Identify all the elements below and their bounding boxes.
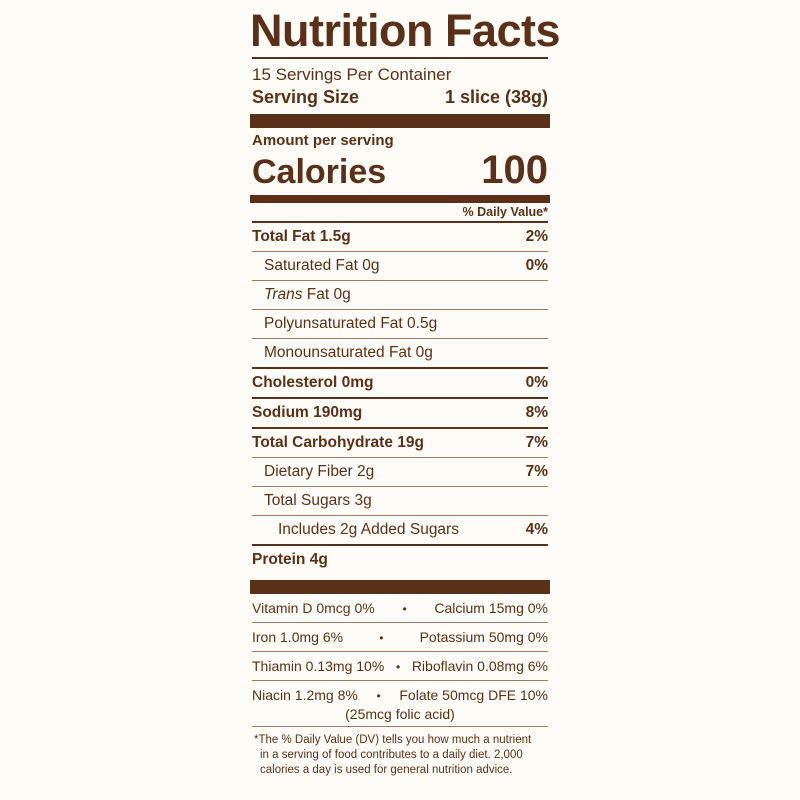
footnote-line-2: in a serving of food contributes to a daily diet. 2,000	[260, 749, 523, 762]
footnote-line-1: *The % Daily Value (DV) tells you how much a nutrient	[254, 734, 532, 746]
micronutrient-right: Calcium 15mg 0%	[434, 600, 548, 616]
daily-value-header: % Daily Value*	[462, 205, 548, 219]
micronutrient-right: Riboflavin 0.08mg 6%	[411, 658, 548, 674]
servings-per-container: 15 Servings Per Container	[252, 65, 452, 84]
nutrient-name: Trans Fat 0g	[264, 286, 351, 303]
micronutrient-row	[240, 594, 560, 622]
serving-size-row	[252, 87, 548, 108]
bullet-icon: •	[395, 660, 401, 674]
nutrient-name: Total Fat 1.5g	[252, 228, 351, 245]
nutrient-daily-value: 0%	[525, 374, 548, 391]
nutrient-name: Includes 2g Added Sugars	[278, 521, 459, 538]
micronutrient-right: Folate 50mcg DFE 10%	[399, 687, 548, 703]
nutrient-row	[240, 429, 560, 457]
nutrient-daily-value: 7%	[525, 463, 548, 480]
micronutrient-row	[240, 652, 560, 680]
divider-mid	[250, 195, 550, 203]
bullet-icon: •	[402, 602, 407, 616]
nutrient-row	[240, 487, 560, 515]
nutrient-row	[240, 310, 560, 338]
micronutrient-row	[240, 623, 560, 651]
footnote	[240, 727, 560, 787]
calories-value: 100	[481, 148, 548, 192]
nutrient-row	[240, 339, 560, 367]
divider-under-title	[252, 57, 548, 59]
serving-size-label: Serving Size	[252, 87, 360, 107]
nutrient-name: Sodium 190mg	[252, 404, 363, 421]
micronutrient-left: Vitamin D 0mcg 0%	[252, 600, 375, 616]
nutrient-row	[240, 252, 560, 280]
micronutrient-left: Thiamin 0.13mg 10%	[252, 658, 385, 674]
nutrient-name: Total Sugars 3g	[264, 492, 372, 509]
nutrient-name: Saturated Fat 0g	[264, 257, 380, 274]
page-title: Nutrition Facts	[250, 5, 561, 56]
nutrient-daily-value: 8%	[525, 404, 548, 421]
divider-thick-bottom	[250, 580, 550, 594]
nutrient-row	[240, 223, 560, 251]
nutrient-row	[240, 281, 560, 309]
bullet-icon: •	[376, 689, 381, 703]
nutrient-daily-value: 0%	[525, 257, 548, 274]
nutrient-list	[240, 223, 560, 574]
nutrient-daily-value: 7%	[525, 434, 548, 451]
micronutrient-left: Niacin 1.2mg 8%	[252, 687, 358, 703]
bullet-icon: •	[379, 631, 384, 645]
nutrient-daily-value: 2%	[525, 228, 548, 245]
nutrition-facts-panel	[240, 0, 560, 787]
micronutrient-left: Iron 1.0mg 6%	[252, 629, 344, 645]
nutrient-row	[240, 399, 560, 427]
micronutrient-row	[240, 681, 560, 709]
calories-label: Calories	[252, 153, 387, 191]
footnote-line-3: calories a day is used for general nutrition advice.	[260, 764, 513, 777]
nutrient-row	[240, 546, 560, 574]
amount-per-serving-label: Amount per serving	[252, 132, 394, 149]
nutrient-row	[240, 458, 560, 486]
calories-row	[252, 149, 548, 191]
serving-size-value: 1 slice (38g)	[444, 87, 548, 107]
micronutrient-right: Potassium 50mg 0%	[419, 629, 548, 645]
nutrient-name: Total Carbohydrate 19g	[252, 434, 424, 451]
micronutrient-subnote: (25mcg folic acid)	[345, 706, 455, 722]
nutrient-row	[240, 369, 560, 397]
nutrient-name: Polyunsaturated Fat 0.5g	[264, 315, 438, 332]
nutrient-name: Protein 4g	[252, 551, 328, 568]
nutrient-name: Monounsaturated Fat 0g	[264, 344, 433, 361]
nutrient-name: Dietary Fiber 2g	[264, 463, 375, 480]
divider-thick-top	[250, 114, 550, 128]
nutrient-name: Cholesterol 0mg	[252, 374, 374, 391]
nutrient-daily-value: 4%	[525, 521, 548, 538]
micronutrient-list	[240, 594, 560, 726]
nutrient-row	[240, 516, 560, 544]
